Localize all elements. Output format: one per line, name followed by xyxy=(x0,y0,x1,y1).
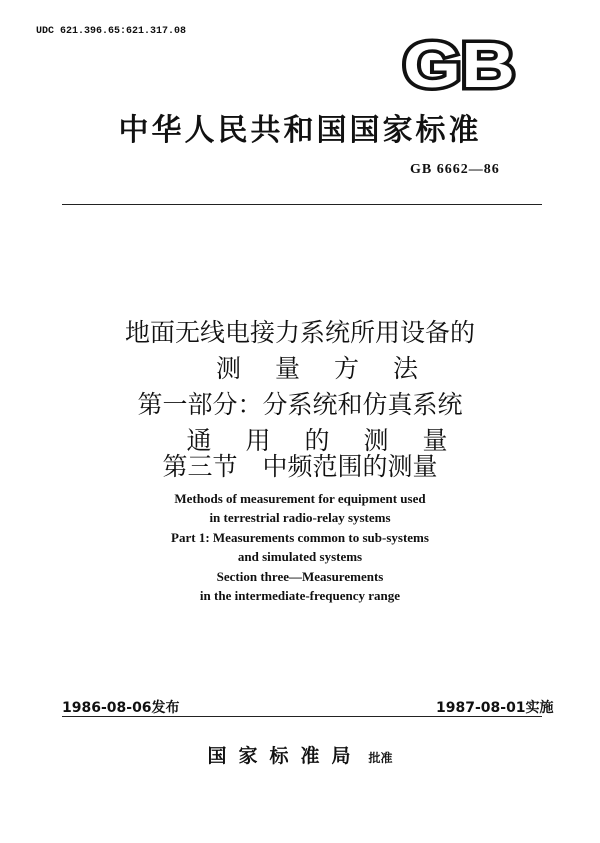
implementation-date: 1987-08-01实施 xyxy=(436,700,554,716)
title-en-line-5: Section three—Measurements xyxy=(216,568,384,584)
title-cn-line-4: 通用的测量 xyxy=(186,426,482,455)
udc-code: UDC 621.396.65:621.317.08 xyxy=(36,26,187,37)
national-standard-heading: 中华人民共和国国家标准 xyxy=(118,113,482,148)
title-en-line-2: in terrestrial radio-relay systems xyxy=(209,510,391,526)
title-cn-line-1: 地面无线电接力系统所用设备的 xyxy=(124,318,475,347)
title-en xyxy=(0,489,600,605)
issue-date: 1986-08-06发布 xyxy=(62,700,180,716)
footer-divider xyxy=(62,716,542,717)
title-cn-line-2: 测量方法 xyxy=(215,354,452,383)
issuer-line xyxy=(0,741,600,768)
gb-logo-text: GB xyxy=(403,33,515,93)
title-en-line-6: in the intermediate-frequency range xyxy=(199,588,401,604)
title-en-line-4: and simulated systems xyxy=(237,549,363,565)
title-en-line-1: Methods of measurement for equipment used xyxy=(174,491,426,506)
issuer-name: 国家标准局 xyxy=(207,745,363,767)
standard-number: GB 6662—86 xyxy=(410,162,500,177)
gb-logo xyxy=(400,33,518,93)
header-divider xyxy=(62,204,542,205)
title-en-line-3: Part 1: Measurements common to sub-systems xyxy=(171,529,429,545)
title-cn-line-5: 第三节 中频范围的测量 xyxy=(162,452,438,481)
issuer-action: 批准 xyxy=(368,751,393,765)
title-cn-line-3: 第一部分：分系统和仿真系统 xyxy=(137,390,463,419)
